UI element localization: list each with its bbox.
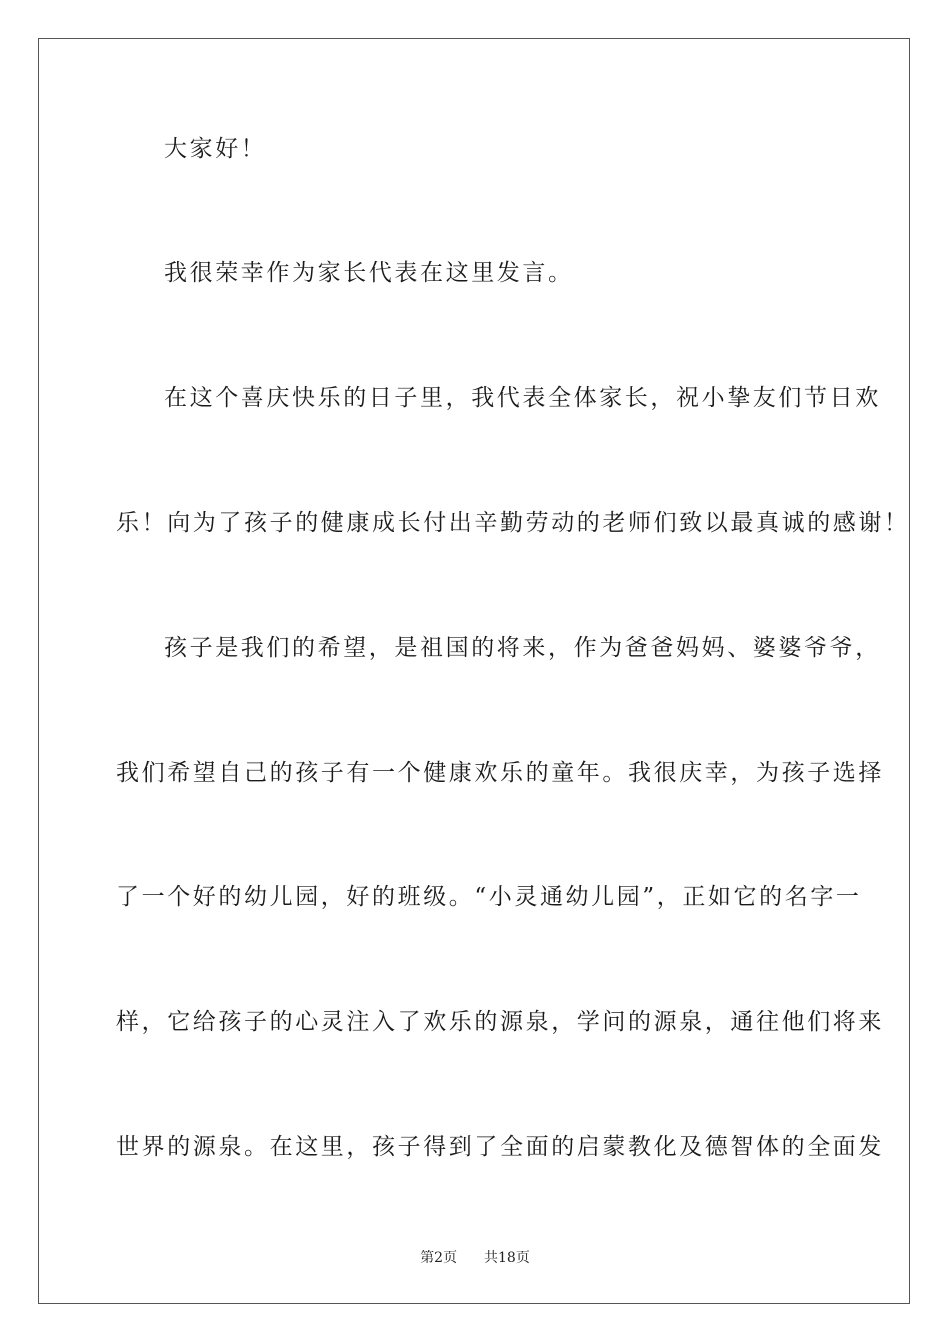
paragraph-line: 世界的源泉。在这里，孩子得到了全面的启蒙教化及德智体的全面发 — [116, 1134, 884, 1160]
paragraph-line: 孩子是我们的希望，是祖国的将来，作为爸爸妈妈、婆婆爷爷， — [164, 635, 881, 661]
total-pages: 共18页 — [484, 1250, 530, 1266]
greeting-line: 大家好！ — [164, 136, 267, 162]
paragraph-line: 我们希望自己的孩子有一个健康欢乐的童年。我很庆幸，为孩子选择 — [116, 760, 884, 786]
paragraph-line: 我很荣幸作为家长代表在这里发言。 — [164, 260, 574, 286]
page-number: 第2页 — [420, 1250, 458, 1266]
paragraph-line: 乐！向为了孩子的健康成长付出辛勤劳动的老师们致以最真诚的感谢！ — [116, 510, 910, 536]
paragraph-line: 样，它给孩子的心灵注入了欢乐的源泉，学问的源泉，通往他们将来 — [116, 1009, 884, 1035]
paragraph-line: 了一个好的幼儿园，好的班级。“小灵通幼儿园”，正如它的名字一 — [116, 884, 862, 910]
page-border — [38, 38, 910, 1304]
page-footer — [0, 1247, 950, 1267]
paragraph-line: 在这个喜庆快乐的日子里，我代表全体家长，祝小挚友们节日欢 — [164, 385, 881, 411]
